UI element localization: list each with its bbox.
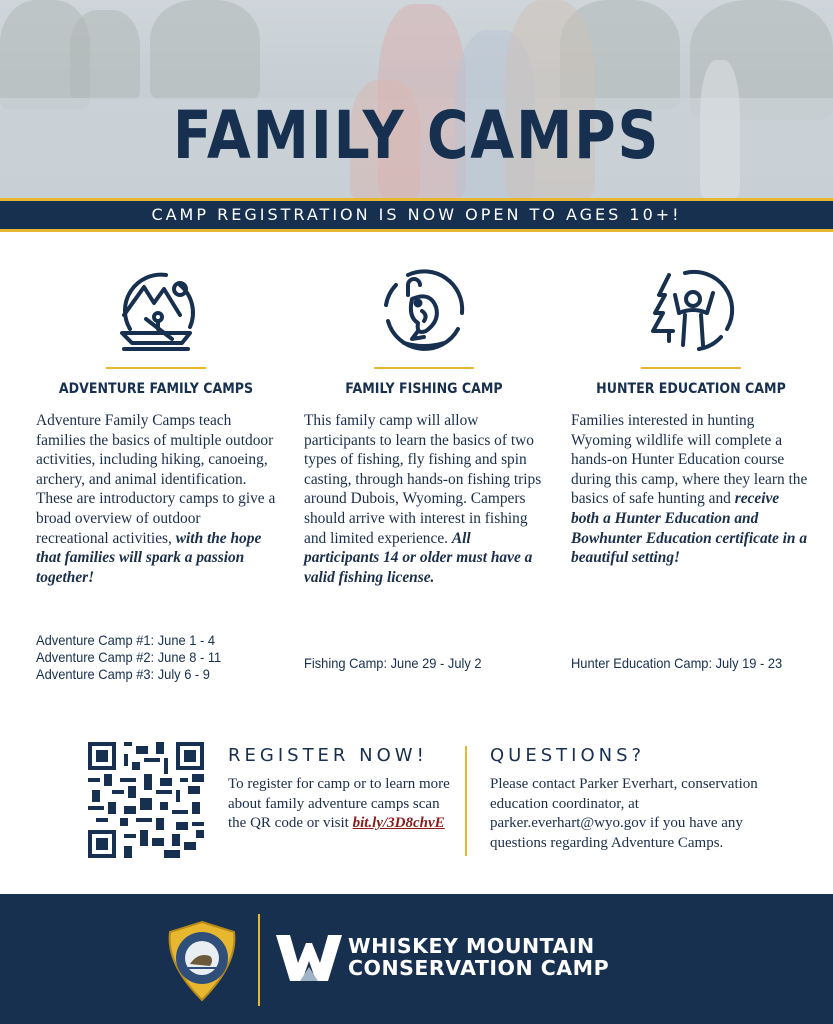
page-title: FAMILY CAMPS [172,97,661,174]
camp-description: This family camp will allow participants to learn the basics of two types of fishing, fly fishing and spin casting, through hands-on fishing trips around Dubois, Wyoming. Campers should arrive with interest in fishing and limited experience. All participants 14 or older must have a valid fishing license. [304,412,542,586]
date-line: Adventure Camp #2: June 8 - 11 [36,649,222,665]
questions-text: Please contact Parker Everhart, conservation education coordinator, at parker.everhart@wyo.gov if you have any questions regarding Adventure Camps. [490,776,758,851]
qr-code[interactable] [88,742,204,858]
camp-description: Adventure Family Camps teach families the basics of multiple outdoor activities, including hiking, canoeing, archery, and animal identification. These are introductory camps to give a broad overview of outdoor recreational activities, with the hope that families will spark a passion together! [36,412,276,586]
whiskey-mountain-logo-icon [276,935,342,981]
section-divider [465,746,467,856]
camp-title: FAMILY FISHING CAMP [345,381,503,397]
title-underline [106,367,206,369]
camp-dates-adventure [36,632,221,683]
camp-card-fishing [304,265,544,587]
camp-title: HUNTER EDUCATION CAMP [596,381,786,397]
camp-dates-fishing [304,655,482,672]
hunter-tree-icon [645,265,737,357]
fish-on-hook-icon [378,265,470,357]
questions-heading: QUESTIONS? [490,745,646,766]
register-text: To register for camp or to learn more about family adventure camps scan the QR code or visit bit.ly/3D8chvE [228,776,450,831]
registration-banner: CAMP REGISTRATION IS NOW OPEN TO AGES 10+! [0,198,833,232]
camp-description: Families interested in hunting Wyoming wildlife will complete a hands-on Hunter Education course during this camp, where they learn the basics of safe hunting and receive both a Hunter Education and Bowhunter Education certificate in a beautiful setting! [571,412,808,567]
register-heading: REGISTER NOW! [228,745,428,766]
date-line: Hunter Education Camp: July 19 - 23 [571,655,783,671]
logo-line-2: CONSERVATION CAMP [348,956,610,980]
title-underline [374,367,474,369]
canoe-mountain-icon [110,265,202,357]
date-line: Fishing Camp: June 29 - July 2 [304,655,482,671]
camp-card-adventure [36,265,276,587]
footer-divider [258,914,260,1006]
register-link[interactable]: bit.ly/3D8chvE [352,815,445,831]
logo-line-1: WHISKEY MOUNTAIN [348,934,595,958]
camp-card-hunter [571,265,811,568]
game-fish-seal-icon [164,920,240,1002]
date-line: Adventure Camp #1: June 1 - 4 [36,632,215,648]
camp-title: ADVENTURE FAMILY CAMPS [58,381,254,397]
title-underline [641,367,741,369]
camp-logo-text [348,935,609,979]
camp-dates-hunter [571,655,782,672]
date-line: Adventure Camp #3: July 6 - 9 [36,666,210,682]
